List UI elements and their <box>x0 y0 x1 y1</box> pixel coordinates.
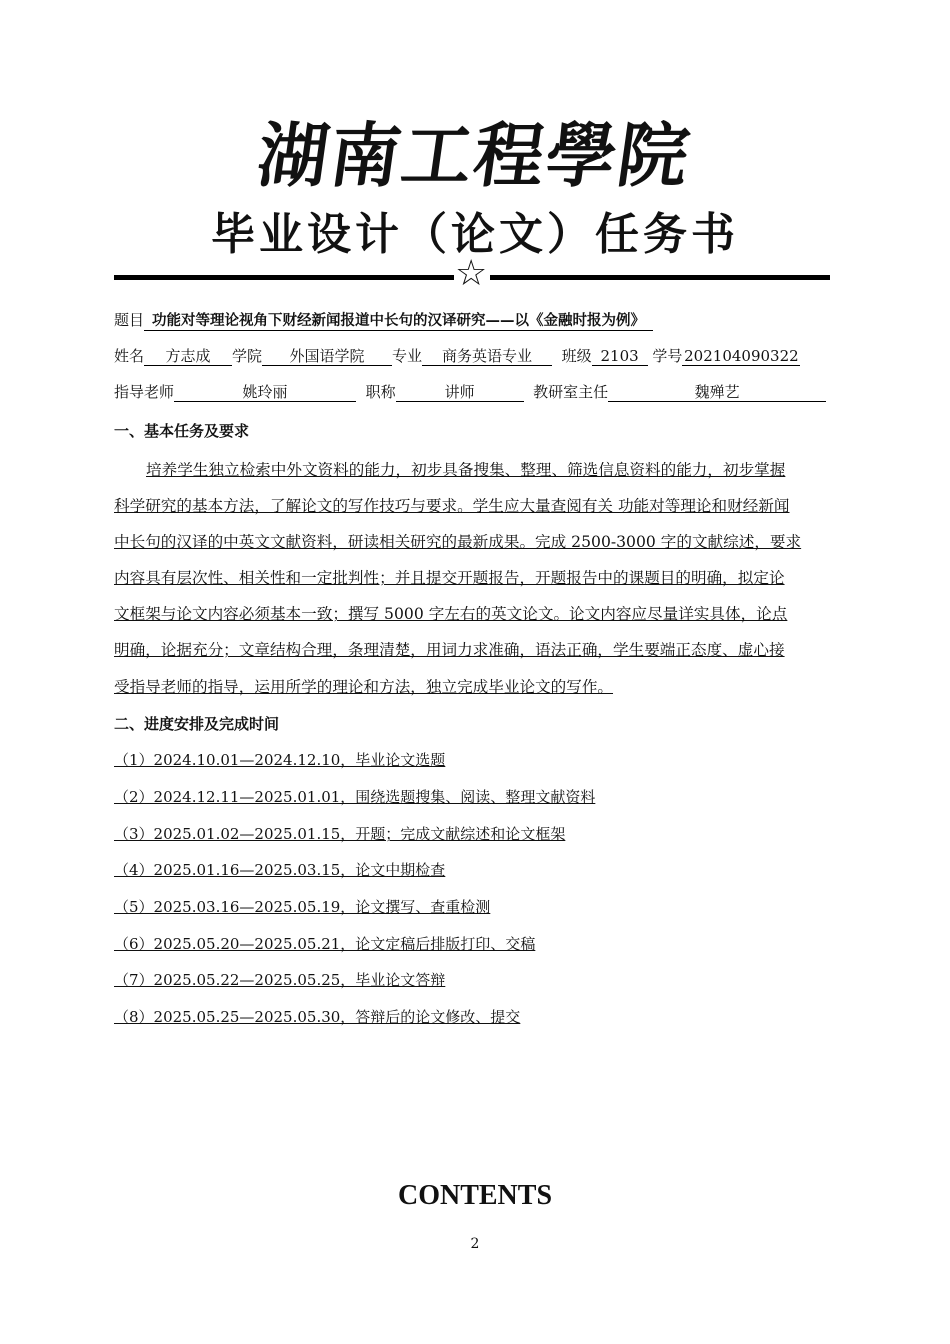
schedule-item: （8）2025.05.25—2025.05.30，答辩后的论文修改、提交 <box>114 1008 521 1026</box>
topic-row <box>114 310 653 331</box>
name-label: 姓名 <box>114 347 145 365</box>
schedule-item: （7）2025.05.22—2025.05.25，毕业论文答辩 <box>114 971 446 989</box>
task-line: 中长句的汉译的中英文文献资料，研读相关研究的最新成果。完成 2500-3000 字的文献综述，要求 <box>114 533 802 551</box>
class-label: 班级 <box>561 347 592 365</box>
contents-heading: CONTENTS <box>397 1180 553 1211</box>
task-line: 文框架与论文内容必须基本一致；撰写 5000 字左右的英文论文。论文内容应尽量详实具体，论点 <box>114 605 788 623</box>
task-line: 培养学生独立检索中外文资料的能力，初步具备搜集、整理、筛选信息资料的能力，初步掌握 <box>146 461 786 479</box>
task-line: 明确，论据充分；文章结构合理，条理清楚，用词力求准确，语法正确，学生要端正态度、虚心接 <box>114 641 785 659</box>
divider-left <box>114 275 454 280</box>
schedule-item: （6）2025.05.20—2025.05.21，论文定稿后排版打印、交稿 <box>114 935 536 953</box>
director-value: 魏殚艺 <box>608 383 826 402</box>
schedule-item: （1）2024.10.01—2024.12.10，毕业论文选题 <box>114 751 446 769</box>
school-logo: 湖南工程學院 <box>252 114 697 197</box>
task-line: 科学研究的基本方法，了解论文的写作技巧与要求。学生应大量查阅有关 功能对等理论和财经新闻 <box>114 497 790 515</box>
college-label: 学院 <box>232 347 263 365</box>
topic-label: 题目 <box>114 311 145 329</box>
task-line: 内容具有层次性、相关性和一定批判性；并且提交开题报告，开题报告中的课题目的明确，拟定论 <box>114 569 785 587</box>
star-icon: ☆ <box>455 253 488 294</box>
id-label: 学号 <box>652 347 683 365</box>
major-value: 商务英语专业 <box>422 347 552 366</box>
id-value: 202104090322 <box>684 347 799 365</box>
schedule-item: （2）2024.12.11—2025.01.01，围绕选题搜集、阅读、整理文献资料 <box>114 788 596 806</box>
director-label: 教研室主任 <box>533 383 609 401</box>
schedule-item: （5）2025.03.16—2025.05.19，论文撰写、查重检测 <box>114 898 491 916</box>
advisor-row <box>114 382 826 402</box>
page-title: 毕业设计（论文）任务书 <box>211 209 739 260</box>
class-value: 2103 <box>592 347 648 366</box>
task-line: 受指导老师的指导，运用所学的理论和方法，独立完成毕业论文的写作。 <box>114 678 614 696</box>
divider-right <box>490 275 830 280</box>
student-row <box>114 346 800 366</box>
page-number: 2 <box>470 1236 480 1252</box>
section-heading-tasks: 一、基本任务及要求 <box>114 422 250 440</box>
college-value: 外国语学院 <box>262 347 392 366</box>
schedule-item: （3）2025.01.02—2025.01.15，开题；完成文献综述和论文框架 <box>114 825 566 843</box>
name-value: 方志成 <box>144 347 232 366</box>
section-heading-schedule: 二、进度安排及完成时间 <box>114 715 280 733</box>
advisor-value: 姚玲丽 <box>174 383 356 402</box>
rank-value: 讲师 <box>396 383 524 402</box>
major-label: 专业 <box>392 347 423 365</box>
schedule-item: （4）2025.01.16—2025.03.15，论文中期检查 <box>114 861 446 879</box>
advisor-label: 指导老师 <box>114 383 175 401</box>
topic-value: 功能对等理论视角下财经新闻报道中长句的汉译研究——以《金融时报为例》 <box>144 312 653 331</box>
rank-label: 职称 <box>365 383 396 401</box>
